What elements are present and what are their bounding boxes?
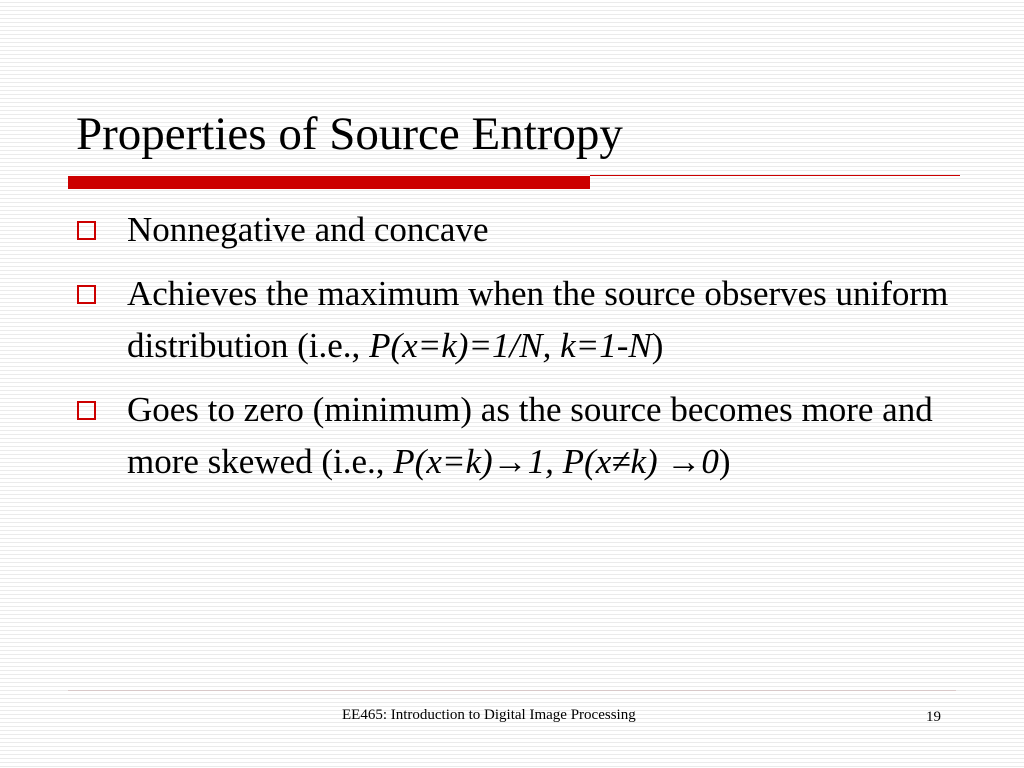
slide-title: Properties of Source Entropy xyxy=(76,108,623,160)
title-underline-thin xyxy=(590,175,960,176)
bullet-item-nonnegative xyxy=(76,204,956,256)
hollow-square-bullet-icon xyxy=(77,401,96,420)
bullet-text: Nonnegative and concave xyxy=(127,210,489,249)
bullet-item-maximum xyxy=(76,268,956,372)
bullet-text-suffix: ) xyxy=(718,442,731,481)
footer-course-title: EE465: Introduction to Digital Image Processing xyxy=(342,707,636,723)
title-underline-thick xyxy=(68,176,590,189)
bullet-item-minimum xyxy=(76,384,956,488)
bullet-math-expression: P(x=k)→1, P(x≠k) →0 xyxy=(393,442,719,481)
footer-divider xyxy=(68,690,956,691)
bullet-math-expression: P(x=k)=1/N, k=1-N xyxy=(369,326,652,365)
bullet-list xyxy=(76,204,956,500)
page-number: 19 xyxy=(926,709,941,725)
hollow-square-bullet-icon xyxy=(77,221,96,240)
bullet-text: Goes to zero (minimum) as the source becomes more and more skewed (i.e., xyxy=(127,390,933,481)
hollow-square-bullet-icon xyxy=(77,285,96,304)
bullet-text-suffix: ) xyxy=(651,326,664,365)
bullet-text: Achieves the maximum when the source observes uniform distribution (i.e., xyxy=(127,274,949,365)
